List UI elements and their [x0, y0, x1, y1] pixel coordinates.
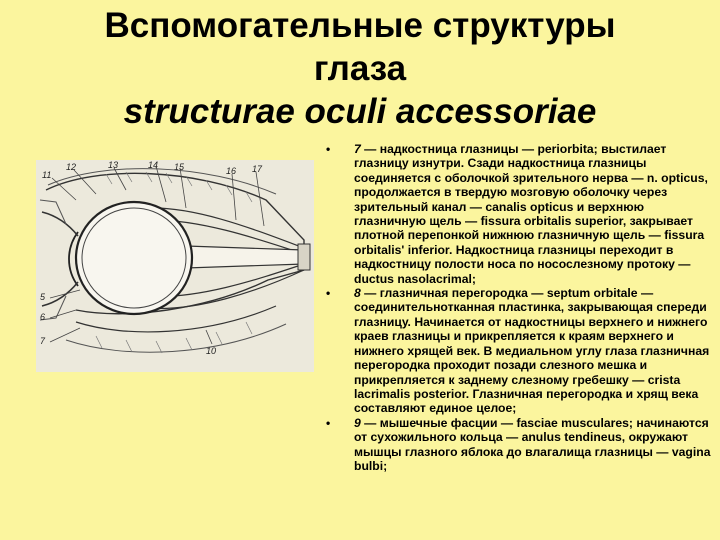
eye-orbit-drawing — [36, 160, 314, 372]
bullet-icon: • — [326, 142, 331, 156]
title-line-1: Вспомогательные структуры — [104, 6, 616, 45]
figure-label-15: 15 — [174, 162, 185, 172]
bullet-icon: • — [326, 286, 331, 301]
item-text: — мышечные фасции — fasciae musculares; начинаются от сухожильного кольца — anulus tendineus, окружают мышцы глазного яблока до влагалища глазницы — vagina bulbi; — [354, 415, 711, 473]
list-item — [322, 142, 714, 286]
list-item — [322, 416, 714, 474]
figure-label-13: 13 — [108, 160, 119, 170]
list-item — [322, 286, 714, 416]
figure-label-14: 14 — [148, 160, 159, 170]
figure-label-12: 12 — [66, 162, 77, 172]
item-number: 8 — [354, 286, 361, 301]
figure-label-11: 11 — [42, 170, 52, 180]
title-line-2: глаза — [313, 49, 407, 88]
definition-list — [322, 140, 714, 473]
figure-label-7: 7 — [40, 336, 46, 346]
figure-label-6: 6 — [40, 312, 46, 322]
title-line-3: structurae oculi accessoriae — [123, 92, 597, 131]
bullet-icon: • — [326, 415, 331, 430]
item-text: — надкостница глазницы — periorbita; выстилает глазницу изнутри. Сзади надкостница глазницы соединяется с оболочкой зрительного нерва — n. opticus, продолжается в твердую мозговую оболочку через зрительный канал — canalis opticus и верхнюю глазничную щель — fissura orbitalis superior, закрывает плотной перепонкой нижнюю глазничную щель — fissura orbitalis' inferior. Надкостница глазницы переходит в надкостницу полости носа по носослезному протоку — ductus nasolacrimal; — [354, 142, 708, 286]
figure-label-17: 17 — [252, 164, 263, 174]
figure-label-5: 5 — [40, 292, 46, 302]
slide-title — [0, 4, 720, 133]
item-text: — глазничная перегородка — septum orbitale — соединительнотканная пластинка, закрывающая спереди глазницу. Начинается от надкостницы верхнего и нижнего краев глазницы и прикрепляется к краям верхнего и нижнего хрящей век. В медиальном углу глаза глазничная перегородка проходит позади слезного мешка и прикрепляется к заднему слезному гребешку — crista lacrimalis posterior. Глазничная перегородка и хрящ века составляют единое целое; — [354, 286, 710, 416]
item-number: 7 — [354, 142, 361, 156]
item-number: 9 — [354, 415, 361, 430]
eye-orbit-illustration — [36, 160, 314, 372]
figure-label-16: 16 — [226, 166, 237, 176]
figure-label-10: 10 — [206, 346, 217, 356]
